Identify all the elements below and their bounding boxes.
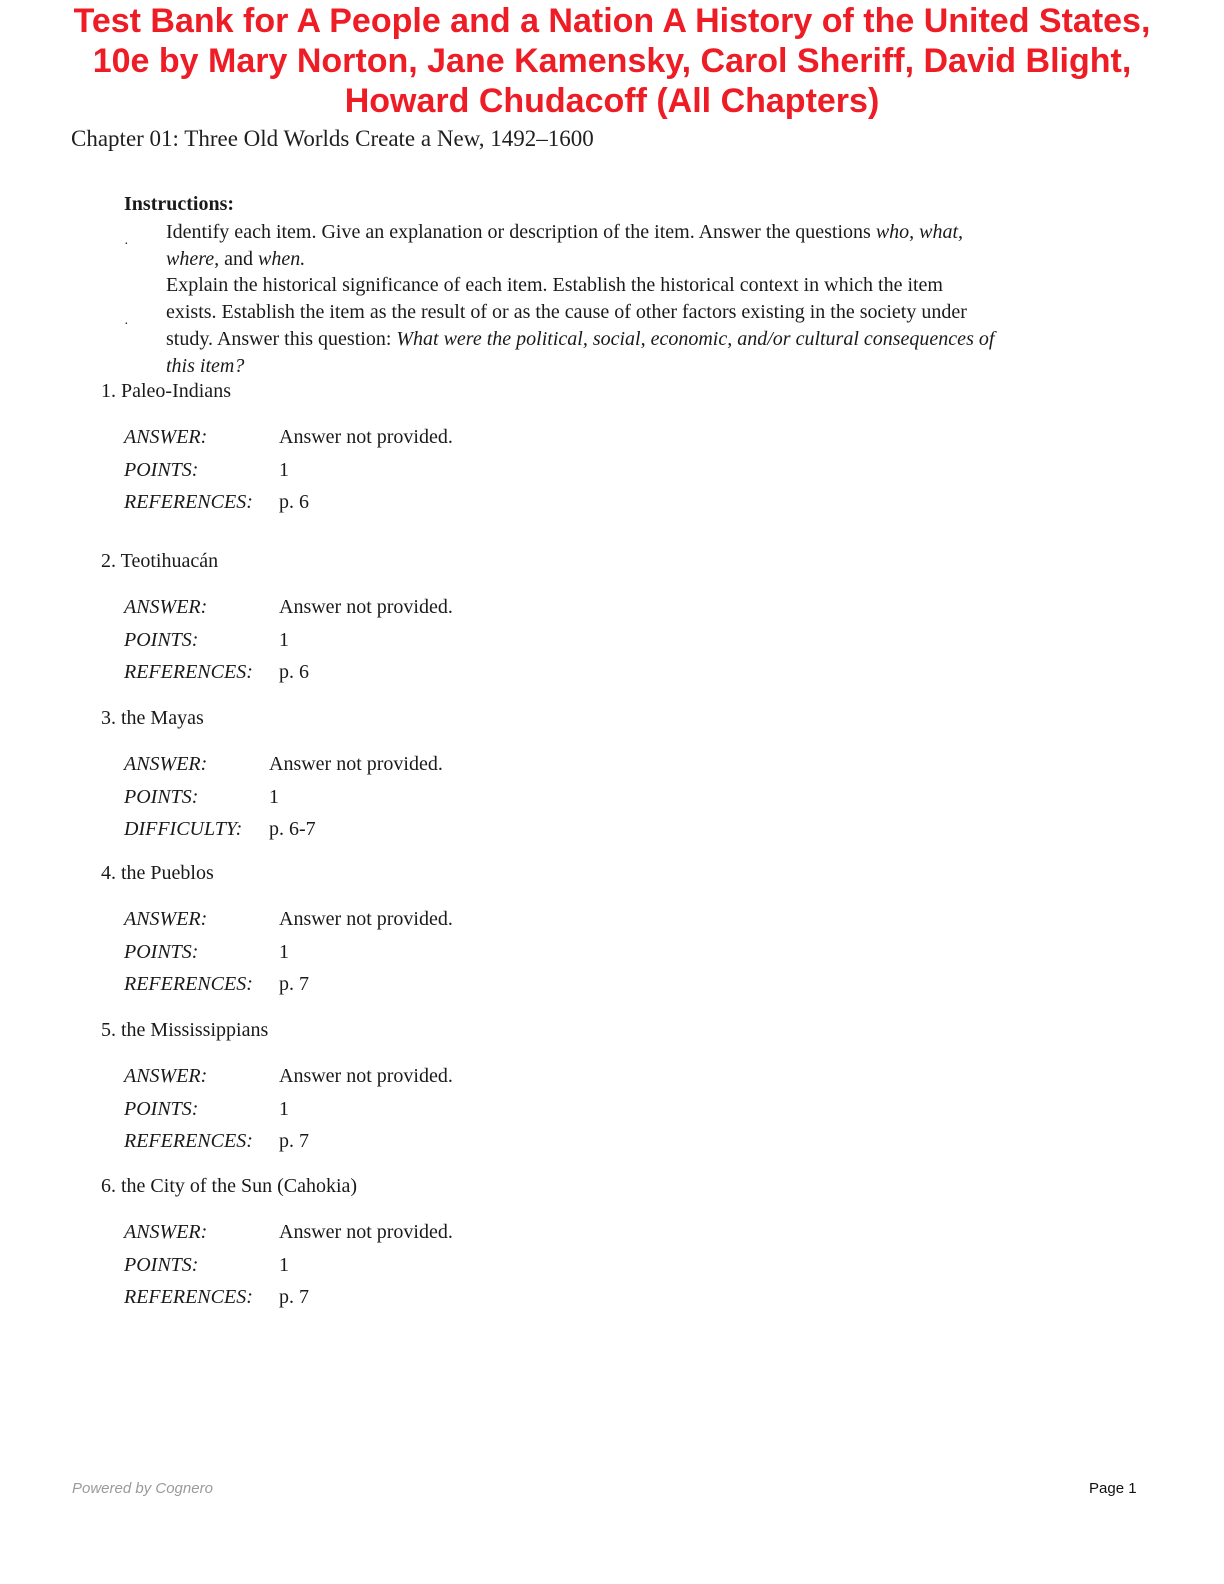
instructions-heading: Instructions:: [124, 193, 235, 215]
instruction-item-2: [166, 272, 996, 380]
instruction-item-1: [166, 219, 996, 273]
question-meta-table: [124, 748, 443, 846]
question-number: 6.: [101, 1175, 116, 1197]
question-term-text: the Mississippians: [121, 1019, 269, 1041]
meta-value: Answer not provided.: [269, 753, 443, 775]
meta-label: ANSWER:: [124, 1221, 208, 1243]
instruction-2-text: Explain the historical significance of each item. Establish the historical context in which the item exists. Establish the item as the result of or as the cause of other factors existing in the society under study. Answer this question:: [166, 274, 967, 350]
meta-value: Answer not provided.: [279, 1065, 453, 1087]
meta-label: POINTS:: [124, 1097, 199, 1120]
meta-label: DIFFICULTY:: [124, 818, 243, 840]
question-term-text: the City of the Sun (Cahokia): [121, 1175, 358, 1197]
meta-row: [124, 421, 453, 454]
question-term-text: the Mayas: [121, 707, 204, 729]
meta-value: 1: [279, 940, 289, 963]
document-banner-title: [0, 0, 1224, 121]
meta-label: ANSWER:: [124, 1065, 208, 1087]
banner-line-1: Test Bank for A People and a Nation A History of the United States,: [73, 2, 1151, 40]
meta-label: REFERENCES:: [124, 491, 253, 513]
meta-row: [124, 656, 453, 689]
meta-label: REFERENCES:: [124, 1130, 253, 1152]
question-meta-table: [124, 903, 453, 1001]
question-term: [101, 707, 204, 730]
meta-row: [124, 748, 443, 781]
meta-row: [124, 1249, 453, 1282]
meta-value: p. 7: [279, 973, 309, 995]
instruction-2-question: What were the political, social, economic, and/or cultural consequences of this item?: [166, 328, 995, 377]
meta-row: [124, 1093, 453, 1126]
meta-label: ANSWER:: [124, 753, 208, 775]
meta-label: POINTS:: [124, 940, 199, 963]
meta-label: ANSWER:: [124, 596, 208, 618]
meta-value: p. 7: [279, 1286, 309, 1308]
meta-row: [124, 968, 453, 1001]
question-meta-table: [124, 591, 453, 689]
meta-row: [124, 813, 443, 846]
chapter-title: Chapter 01: Three Old Worlds Create a New, 1492–1600: [71, 126, 594, 151]
question-term: [101, 1019, 268, 1042]
question-number: 4.: [101, 862, 116, 884]
meta-row: [124, 486, 453, 519]
meta-value: p. 7: [279, 1130, 309, 1152]
banner-line-3: Howard Chudacoff (All Chapters): [344, 82, 880, 120]
question-term: [101, 550, 218, 573]
question-term-text: Teotihuacán: [120, 550, 219, 572]
question-term: [101, 1175, 357, 1198]
meta-value: 1: [279, 1097, 289, 1120]
question-number: 1.: [101, 380, 116, 402]
meta-row: [124, 454, 453, 487]
meta-value: 1: [279, 1253, 289, 1276]
meta-value: Answer not provided.: [279, 426, 453, 448]
meta-label: POINTS:: [124, 458, 199, 481]
meta-value: 1: [279, 458, 289, 481]
instruction-bullet-1: ·: [124, 237, 129, 252]
page-number: Page 1: [1089, 1480, 1137, 1497]
meta-value: p. 6: [279, 661, 309, 683]
meta-row: [124, 624, 453, 657]
meta-row: [124, 1281, 453, 1314]
meta-label: POINTS:: [124, 785, 199, 808]
question-meta-table: [124, 1216, 453, 1314]
meta-value: p. 6-7: [269, 818, 316, 840]
meta-row: [124, 1216, 453, 1249]
meta-value: p. 6: [279, 491, 309, 513]
question-term: [101, 862, 214, 885]
meta-row: [124, 781, 443, 814]
question-term: [101, 380, 231, 403]
instruction-1-who: who,: [875, 221, 915, 243]
instruction-bullet-2: ·: [124, 317, 129, 332]
meta-row: [124, 1060, 453, 1093]
question-number: 2.: [101, 550, 116, 572]
question-meta-table: [124, 421, 453, 519]
meta-row: [124, 903, 453, 936]
meta-row: [124, 591, 453, 624]
instruction-1-text: Identify each item. Give an explanation or description of the item. Answer the questions: [166, 221, 876, 243]
instruction-1-what-where: what, where,: [166, 221, 964, 270]
meta-label: POINTS:: [124, 628, 199, 651]
instruction-1-when: when.: [258, 248, 306, 270]
question-meta-table: [124, 1060, 453, 1158]
banner-line-2: 10e by Mary Norton, Jane Kamensky, Carol Sheriff, David Blight,: [92, 42, 1132, 80]
question-number: 5.: [101, 1019, 116, 1041]
meta-value: 1: [279, 628, 289, 651]
meta-row: [124, 936, 453, 969]
meta-label: ANSWER:: [124, 426, 208, 448]
meta-label: REFERENCES:: [124, 973, 253, 995]
meta-value: 1: [269, 785, 279, 808]
question-number: 3.: [101, 707, 116, 729]
meta-label: ANSWER:: [124, 908, 208, 930]
meta-label: REFERENCES:: [124, 1286, 253, 1308]
meta-value: Answer not provided.: [279, 1221, 453, 1243]
powered-by-footer: Powered by Cognero: [72, 1480, 213, 1497]
instruction-1-and: and: [219, 248, 259, 270]
meta-value: Answer not provided.: [279, 596, 453, 618]
question-term-text: the Pueblos: [121, 862, 214, 884]
meta-row: [124, 1125, 453, 1158]
meta-label: POINTS:: [124, 1253, 199, 1276]
question-term-text: Paleo-Indians: [121, 380, 231, 402]
meta-value: Answer not provided.: [279, 908, 453, 930]
meta-label: REFERENCES:: [124, 661, 253, 683]
